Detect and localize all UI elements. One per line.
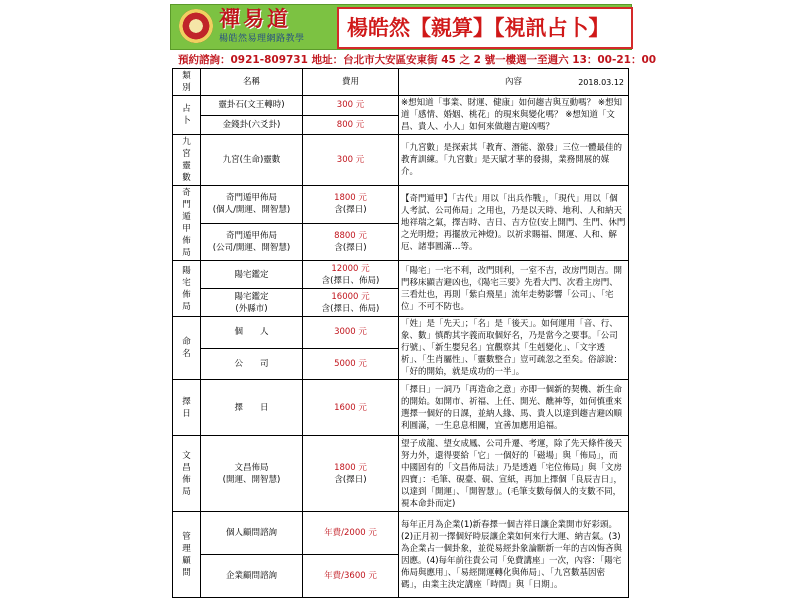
header-category: 類別 — [173, 69, 201, 96]
service-name — [201, 135, 303, 186]
service-fee — [303, 555, 399, 598]
brand-title: 禪易道 — [219, 6, 291, 31]
service-fee-amount: 8800 元 — [334, 230, 367, 241]
service-fee-amount: 1800 元 — [334, 462, 367, 473]
row-category-label: 命名 — [182, 337, 191, 359]
service-name-note: (外縣市) — [235, 303, 268, 314]
contact-line: 預約諮詢：0921-809731 地址：台北市大安區安東街 45 之 2 號一樓週一至週六 13：00-21：00 — [178, 54, 657, 66]
service-description: 「擇日」一詞乃「再造命之意」亦即一個新的契機、新生命的開始。如開市、祈福、上任、開光、醮神等，如何慎重來選擇一個好的日課，並納人緣、馬、貴人以達到趨吉避凶順利圓滿，一生息息相關，宜善加應用追福。 — [399, 380, 629, 436]
name-box — [337, 7, 633, 49]
row-category — [173, 186, 201, 261]
service-name-main: 陽宅鑑定 — [234, 291, 269, 302]
table-row — [173, 380, 629, 436]
row-category — [173, 96, 201, 135]
row-category-label: 九宮靈數 — [182, 137, 191, 183]
table-row — [173, 317, 629, 349]
table-row — [173, 512, 629, 555]
service-fee — [303, 186, 399, 224]
service-fee — [303, 261, 399, 289]
service-name — [201, 555, 303, 598]
service-name — [201, 289, 303, 317]
service-name-main: 陽宅鑑定 — [234, 269, 269, 280]
brand-subtitle: 楊皓然易理網路教學 — [219, 34, 305, 44]
service-description: 每年正月為企業(1)新春擇一個吉祥日讓企業開市好彩頭。(2)正月初一擇個好時辰讓企業如何來行大運、納吉氣。(3)為企業占一個卦象，並從易經卦象論斷新一年的吉凶悔吝與因應。(4)每年前往貴公司「免費講座」一次，內容：「陽宅佈局與應用」、「易經開運轉化與佈局」、「九宮數基因密碼」，由業主決定講座「時間」與「日期」。 — [399, 512, 629, 598]
header-date: 2018.03.12 — [578, 78, 624, 87]
row-category — [173, 317, 201, 380]
service-fee — [303, 436, 399, 512]
service-fee — [303, 317, 399, 349]
service-fee-amount: 12000 元 — [331, 263, 370, 274]
row-category-label: 文昌佈局 — [182, 450, 191, 497]
service-fee — [303, 96, 399, 116]
header-content — [399, 69, 629, 96]
service-name-main: 九宮(生命)靈數 — [222, 155, 281, 165]
service-fee-amount: 1800 元 — [334, 193, 367, 204]
service-fee — [303, 348, 399, 380]
service-fee — [303, 115, 399, 135]
service-fee-amount: 300 元 — [336, 100, 365, 111]
service-fee-note: 含(擇日、佈局) — [321, 303, 380, 314]
table-header-row — [173, 69, 629, 96]
service-description: 「九宮數」是探索其「教育、潛能、激發」三位一體最佳的教育訓練。「九宮數」是天賦才華的發揚，業務開展的媒介。 — [399, 135, 629, 186]
service-fee — [303, 223, 399, 261]
service-fee-amount: 3000 元 — [334, 327, 367, 338]
row-category-label: 占卜 — [182, 104, 191, 126]
row-category — [173, 436, 201, 512]
service-name — [201, 380, 303, 436]
service-fee-amount: 5000 元 — [334, 358, 367, 369]
service-fee-amount: 1600 元 — [334, 402, 367, 413]
service-name-main: 擇 日 — [234, 402, 269, 413]
price-table — [172, 68, 629, 598]
service-name — [201, 223, 303, 261]
row-category-label: 奇門遁甲佈局 — [182, 188, 191, 258]
header-content-label: 內容 — [504, 77, 522, 87]
service-fee — [303, 135, 399, 186]
service-name — [201, 186, 303, 224]
service-name — [201, 348, 303, 380]
service-fee-amount: 年費/3600 元 — [324, 571, 377, 581]
service-fee-amount: 年費/2000 元 — [324, 528, 377, 538]
service-name-main: 金錢卦(六爻卦) — [222, 119, 281, 130]
row-category — [173, 380, 201, 436]
service-name-main: 企業顧問諮詢 — [225, 571, 277, 581]
service-name-main: 個人顧問諮詢 — [225, 528, 277, 538]
service-name-main: 文昌佈局 — [234, 462, 269, 473]
service-name-main: 公 司 — [234, 358, 269, 369]
header-banner — [170, 4, 632, 50]
table-row — [173, 436, 629, 512]
service-name-main: 靈卦石(文王轉時) — [218, 100, 285, 111]
logo-seal-icon — [179, 9, 213, 43]
table-row — [173, 261, 629, 289]
service-description: 「姓」是「先天」；「名」是「後天」。如何運用「音、行、象、數」慎酌其字義而取個好名，乃是當今之要事。「公司行號」、「新生嬰兒名」宜觀察其「生剋變化」、「文字透析」、「生肖屬性」、「靈數整合」豈可疏忽之至矣。俗諺說：「好的開始，就是成功的一半」。 — [399, 317, 629, 380]
price-sheet — [166, 0, 657, 590]
name-line — [347, 14, 610, 42]
service-tags: 【親算】【視訊占卜】 — [410, 15, 610, 40]
service-fee-amount: 16000 元 — [331, 291, 370, 302]
service-name-note: (公司/開運、開智慧) — [212, 242, 291, 253]
service-name — [201, 317, 303, 349]
service-name-note: (開運、開智慧) — [222, 474, 281, 485]
table-row — [173, 186, 629, 224]
service-fee — [303, 380, 399, 436]
table-row — [173, 96, 629, 116]
service-fee-amount: 800 元 — [336, 119, 365, 130]
service-fee-note: 含(擇日) — [334, 205, 367, 216]
service-name-main: 奇門遁甲佈局 — [225, 193, 277, 204]
row-category — [173, 512, 201, 598]
service-fee-note: 含(擇日、佈局) — [321, 275, 380, 286]
row-category — [173, 135, 201, 186]
service-description: 「陽宅」一宅不利，改門則利，一室不吉，改房門則吉。開門移床顯吉避凶也，《陽宅三要》先看大門、次看主房門、三看灶也，再則「紫白飛星」流年走勢影響「公司」、「宅位」不可不防也。 — [399, 261, 629, 317]
service-name — [201, 512, 303, 555]
row-category-label: 陽宅佈局 — [182, 265, 191, 312]
row-category-label: 擇日 — [182, 396, 191, 419]
header-name: 名稱 — [201, 69, 303, 96]
row-category — [173, 261, 201, 317]
service-description: 【奇門遁甲】「古代」用以「出兵作戰」，「現代」用以「個人考試、公司佈局」之用也，乃是以天時、地利、人和納天地祥瑞之氣，擇吉時、吉日、吉方位(安上開門、生門、休門之光明燈；再擺放元神燈)。以祈求賜福、開運、人和、解厄、諸事圓滿…等。 — [399, 186, 629, 261]
service-description: 望子成龍、望女成鳳、公司升遷、考運，除了先天條件後天努力外，還得要給「它」一個好的「磁場」與「佈局」，而中國固有的「文昌佈局法」乃是透過「宅位佈局」與「文房四寶」：毛筆、硯臺、硯、宣紙，再加上擇個「良辰吉日」，以達到「開運」、「開智慧」。(毛筆支數每個人的支數不同，視本命卦而定) — [399, 436, 629, 512]
service-fee — [303, 512, 399, 555]
service-name-main: 個 人 — [234, 327, 269, 338]
header-fee: 費用 — [303, 69, 399, 96]
service-name-main: 奇門遁甲佈局 — [225, 230, 277, 241]
table-row — [173, 135, 629, 186]
service-fee-amount: 300 元 — [336, 155, 365, 165]
row-category-label: 管理顧問 — [182, 531, 191, 578]
service-fee-note: 含(擇日) — [334, 474, 367, 485]
service-description: ※想知道「事業、財運、健康」如何趨吉與互動嗎？ ※想知道「感情、婚姻、桃花」的現來與變化嗎？ ※想知道「文昌、貴人、小人」如何來做趨吉避凶嗎？ — [399, 96, 629, 135]
service-name — [201, 96, 303, 116]
service-name — [201, 261, 303, 289]
service-name — [201, 115, 303, 135]
teacher-name: 楊皓然 — [347, 15, 410, 40]
service-name — [201, 436, 303, 512]
service-name-note: (個人/開運、開智慧) — [212, 205, 291, 216]
service-fee — [303, 289, 399, 317]
service-fee-note: 含(擇日) — [334, 242, 367, 253]
